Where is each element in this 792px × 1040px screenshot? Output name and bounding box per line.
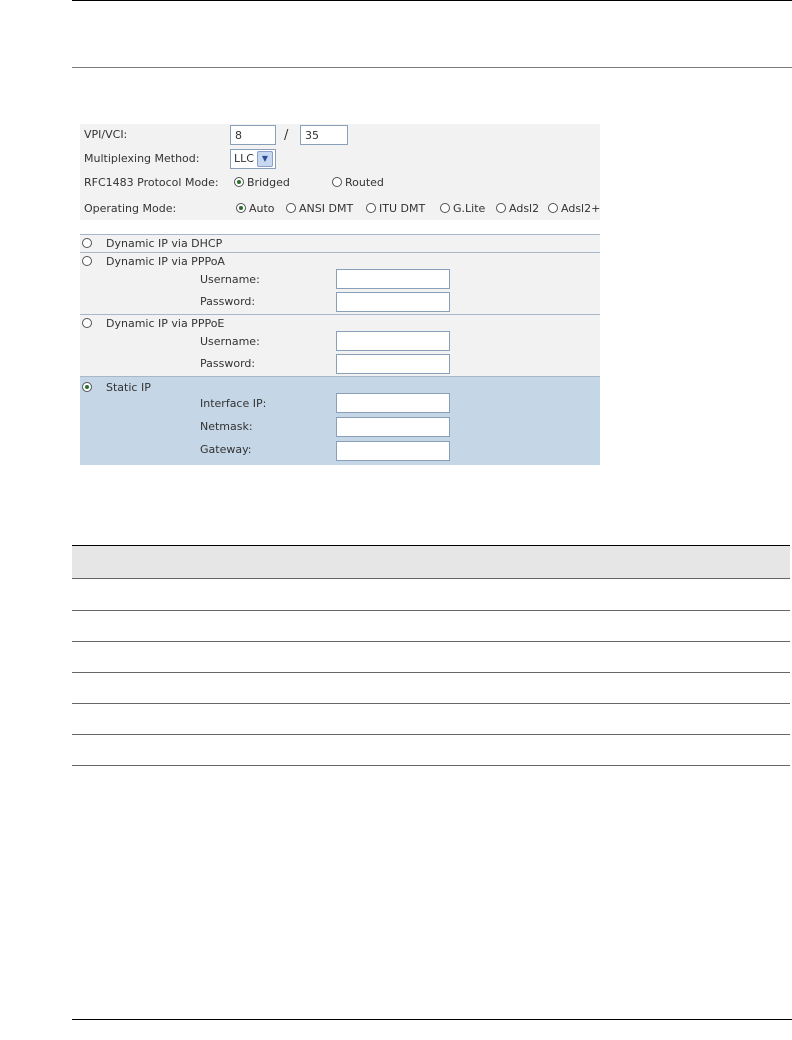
gateway-input[interactable] (336, 441, 450, 461)
ip-mode-panel (80, 234, 600, 464)
radio-icon[interactable] (82, 382, 92, 392)
table-row (72, 765, 790, 766)
gateway-label: Gateway: (200, 443, 252, 456)
vpi-vci-label: VPI/VCI: (84, 128, 128, 141)
table-row (72, 672, 790, 673)
pppoe-option[interactable]: Dynamic IP via PPPoE (82, 315, 224, 333)
mode-option-glite[interactable]: G.Lite (440, 198, 485, 220)
interface-ip-input[interactable] (336, 393, 450, 413)
pppoe-password-label: Password: (200, 357, 256, 370)
pppoe-section (80, 314, 600, 377)
radio-icon[interactable] (236, 203, 246, 213)
radio-icon[interactable] (234, 177, 244, 187)
rfc-option-bridged[interactable]: Bridged (234, 172, 290, 194)
mode-option-ansi-dmt[interactable]: ANSI DMT (286, 198, 353, 220)
mode-option-itu-dmt[interactable]: ITU DMT (366, 198, 425, 220)
radio-icon[interactable] (82, 256, 92, 266)
mode-option-adsl2[interactable]: Adsl2 (496, 198, 539, 220)
vci-input[interactable] (300, 125, 348, 145)
mode-option-auto[interactable]: Auto (236, 198, 275, 220)
wan-settings-panel (80, 124, 600, 220)
mode-option-adsl2plus[interactable]: Adsl2+ (548, 198, 600, 220)
netmask-input[interactable] (336, 417, 450, 437)
footer-rule (72, 1019, 792, 1020)
radio-icon[interactable] (332, 177, 342, 187)
rfc-option-routed[interactable]: Routed (332, 172, 384, 194)
table-header (72, 546, 790, 578)
pppoa-option[interactable]: Dynamic IP via PPPoA (82, 253, 225, 271)
table-row (72, 610, 790, 611)
pppoe-username-input[interactable] (336, 331, 450, 351)
static-ip-option[interactable]: Static IP (82, 379, 151, 397)
pppoa-password-input[interactable] (336, 292, 450, 312)
radio-icon[interactable] (548, 203, 558, 213)
multiplexing-label: Multiplexing Method: (84, 152, 200, 165)
pppoe-username-label: Username: (200, 335, 260, 348)
multiplexing-select[interactable] (230, 149, 276, 169)
pppoa-username-label: Username: (200, 273, 260, 286)
radio-icon[interactable] (286, 203, 296, 213)
dhcp-option[interactable]: Dynamic IP via DHCP (82, 235, 222, 253)
radio-icon[interactable] (496, 203, 506, 213)
radio-icon[interactable] (440, 203, 450, 213)
pppoa-password-label: Password: (200, 295, 256, 308)
pppoa-username-input[interactable] (336, 269, 450, 289)
header-top-rule (72, 0, 792, 1)
table-row (72, 703, 790, 704)
radio-icon[interactable] (366, 203, 376, 213)
table-row (72, 641, 790, 642)
vpi-input[interactable] (230, 125, 276, 145)
static-ip-section (80, 376, 600, 465)
interface-ip-label: Interface IP: (200, 397, 267, 410)
radio-icon[interactable] (82, 318, 92, 328)
chevron-down-icon[interactable]: ▼ (257, 151, 273, 167)
pppoe-password-input[interactable] (336, 354, 450, 374)
radio-icon[interactable] (82, 238, 92, 248)
table-row (72, 578, 790, 579)
table-row (72, 734, 790, 735)
netmask-label: Netmask: (200, 420, 253, 433)
dhcp-section (80, 234, 600, 253)
operating-mode-label: Operating Mode: (84, 202, 177, 215)
header-bottom-rule (72, 67, 792, 68)
rfc1483-label: RFC1483 Protocol Mode: (84, 176, 219, 189)
multiplexing-value: LLC (234, 152, 254, 165)
vci-separator: / (284, 128, 289, 143)
pppoa-section (80, 252, 600, 315)
